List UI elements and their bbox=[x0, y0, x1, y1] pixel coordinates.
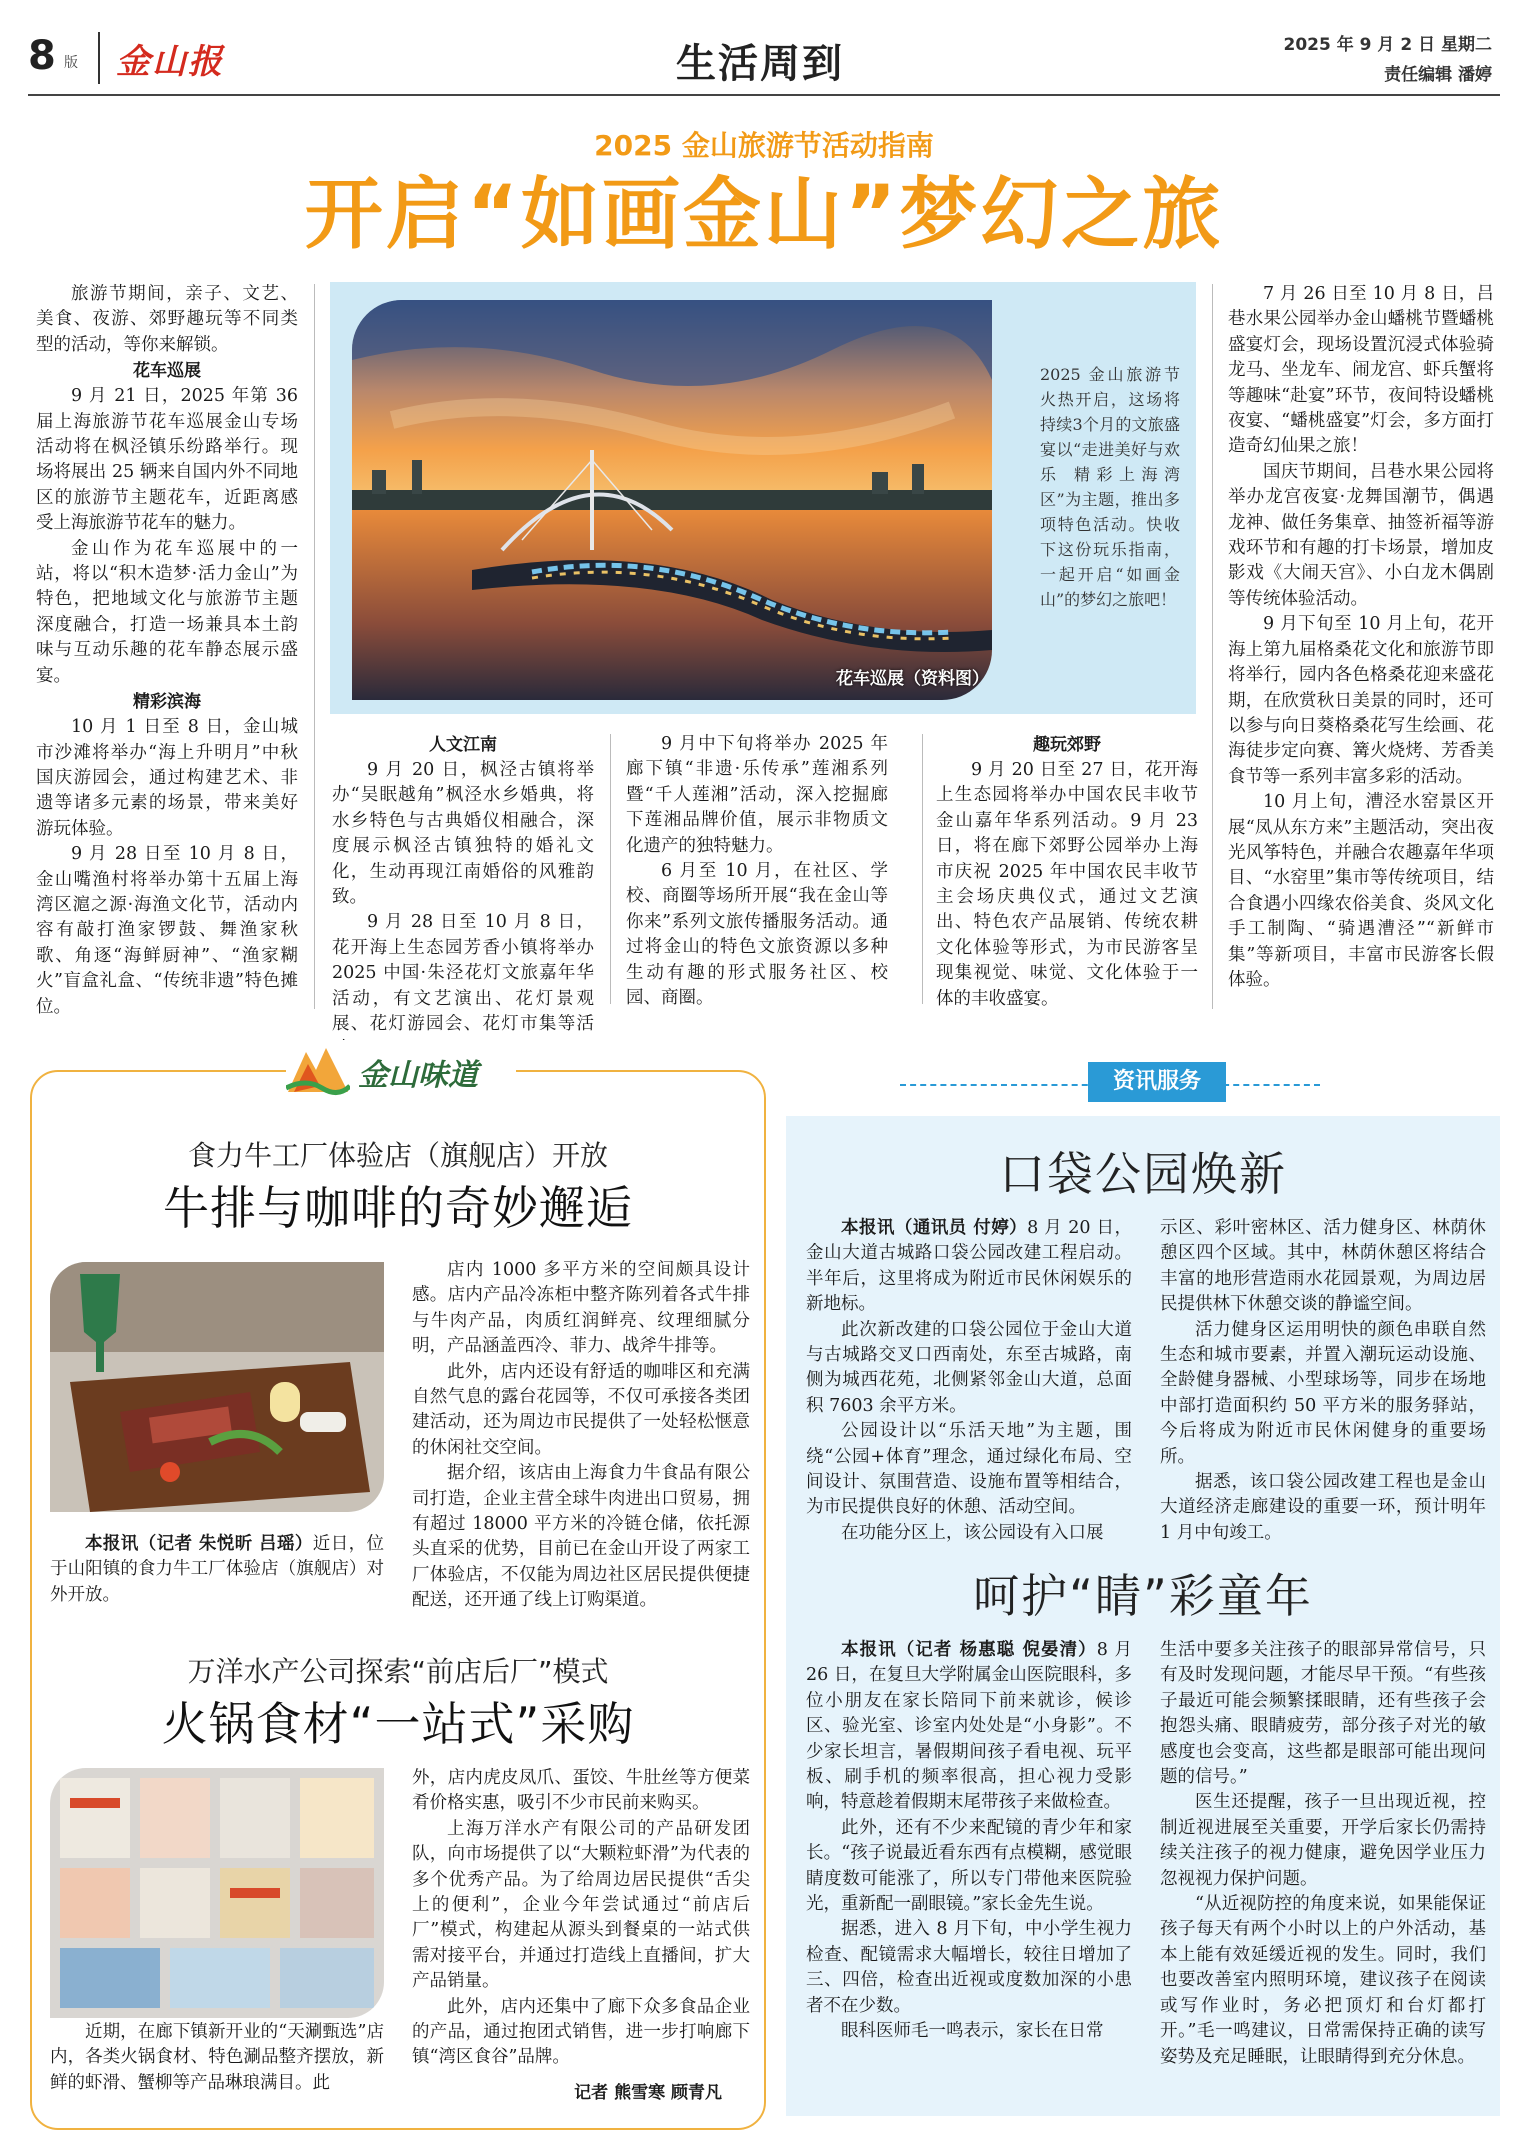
paragraph: 公园设计以“乐活天地”为主题，围绕“公园+体育”理念，通过绿化布局、空间设计、氛围营造、设施布置等相结合，为市民提供良好的休憩、活动空间。 bbox=[806, 1421, 1132, 1518]
lead-text: 8 月 20 日，金山大道古城路口袋公园改建工程启动。半年后，这里将成为附近市民休闲娱乐的新地标。 bbox=[806, 1218, 1133, 1315]
food-article2-title: 火锅食材“一站式”采购 bbox=[161, 1697, 635, 1751]
hotpot-photo bbox=[50, 1768, 384, 2018]
lead-text: 8 月 26 日，在复旦大学附属金山医院眼科，多位小朋友在家长陪同下前来就诊，候诊区、验光室、诊室内处处是“小身影”。不少家长坦言，暑假期间孩子看电视、玩平板、刷手机的频率很高，担心视力受影响，特意趁着假期末尾带孩子来做检查。 bbox=[806, 1640, 1133, 1813]
steak-plate-illustration bbox=[50, 1262, 384, 1512]
food-article2-byline: 记者 熊雪寒 顾青凡 bbox=[574, 2083, 722, 2103]
sunset-lake-illustration bbox=[352, 300, 992, 700]
column-divider bbox=[1212, 284, 1213, 1009]
paragraph: 生活中要多关注孩子的眼部异常信号，只有及时发现问题，才能尽早干预。“有些孩子最近可能会频繁揉眼睛，还有些孩子会抱怨头痛、眼睛疲劳，部分孩子对光的敏感度也会变高，这些都是眼部可能出现问题的信号。” bbox=[1160, 1640, 1486, 1788]
byline: （通讯员 付婷） bbox=[894, 1218, 1028, 1238]
feature-col1 bbox=[36, 282, 298, 1020]
feature-intro: 2025 金山旅游节火热开启，这场将持续3个月的文旅盛宴以“走进美好与欢乐 精彩上海湾区”为主题，推出多项特色活动。快收下这份玩乐指南，一起开启“如画金山”的梦幻之旅吧！ bbox=[1040, 365, 1180, 609]
byline-tag: 本报讯 bbox=[85, 1534, 139, 1554]
paragraph: 医生还提醒，孩子一旦出现近视，控制近视进展至关重要，开学后家长仍需持续关注孩子的视力健康，避免因学业压力忽视视力保护问题。 bbox=[1160, 1792, 1486, 1889]
paragraph: 外，店内虎皮凤爪、蛋饺、牛肚丝等方便菜肴价格实惠，吸引不少市民前来购买。 bbox=[412, 1768, 750, 1814]
info-article2-title: 呵护“睛”彩童年 bbox=[973, 1569, 1313, 1623]
food-article2-body bbox=[412, 1766, 750, 2071]
byline-tag: 本报讯 bbox=[841, 1218, 895, 1238]
info-article1-right bbox=[1160, 1216, 1486, 1546]
section-title: 生活周到 bbox=[676, 41, 844, 87]
paragraph: 9 月 21 日，2025 年第 36 届上海旅游节花车巡展金山专场活动将在枫泾镇乐纷路举行。现场将展出 25 辆来自国内外不同地区的旅游节主题花车，近距离感受上海旅游节花车的魅力。 bbox=[36, 386, 298, 534]
paragraph: 9 月下旬至 10 月上旬，花开海上第九届格桑花文化和旅游节即将举行，园内各色格桑花迎来盛花期，在欣赏秋日美景的同时，还可以参与向日葵格桑花写生绘画、花海徒步定向赛、篝火烧烤、芳香美食节等一系列丰富多彩的活动。 bbox=[1228, 614, 1494, 787]
info-article1-left bbox=[806, 1216, 1132, 1546]
paragraph: 9 月 20 日至 27 日，花开海上生态园将举办中国农民丰收节金山嘉年华系列活动。9 月 23 日，将在廊下郊野公园举办上海市庆祝 2025 年中国农民丰收节主会场庆典仪式，通过文艺演出、特色农产品展销、传统农耕文化体验等形式，为市民游客呈现集视觉、味觉、文化体验于一体的丰收盛宴。 bbox=[936, 760, 1198, 1009]
paragraph bbox=[50, 1532, 384, 1608]
paragraph: 眼科医师毛一鸣表示，家长在日常 bbox=[841, 2021, 1104, 2042]
paragraph: 6 月至 10 月，在社区、学校、商圈等场所开展“我在金山等你来”系列文旅传播服务活动。通过将金山的特色文旅资源以多种生动有趣的形式服务社区、校园、商圈。 bbox=[626, 861, 888, 1009]
info-article1-title: 口袋公园焕新 bbox=[999, 1147, 1287, 1201]
paragraph: 近期，在廊下镇新开业的“天涮甄选”店内，各类火锅食材、特色涮品整齐摆放，新鲜的虾滑、蟹柳等产品琳琅满目。此 bbox=[50, 2022, 384, 2093]
feature-title: 开启“如画金山”梦幻之旅 bbox=[304, 170, 1224, 260]
paragraph: 金山作为花车巡展中的一站，将以“积木造梦·活力金山”为特色，把地域文化与旅游节主题深度融合，打造一场兼具本土韵味与互动乐趣的花车静态展示盛宴。 bbox=[36, 538, 298, 686]
food-article1-lead bbox=[50, 1532, 384, 1608]
paragraph: 据介绍，该店由上海食力牛食品有限公司打造，企业主营全球牛肉进出口贸易，拥有超过 18000 平方米的冷链仓储，依托源头直采的优势，目前已在金山开设了两家工厂体验店，不仅能为周边社区居民提供便捷配送，还开通了线上订购渠道。 bbox=[412, 1463, 750, 1611]
paragraph: 在功能分区上，该公园设有入口展 bbox=[841, 1522, 1104, 1543]
lead-text: 近日，位于山阳镇的食力牛工厂体验店（旗舰店）对外开放。 bbox=[50, 1534, 384, 1605]
issue-date: 2025 年 9 月 2 日 星期二 bbox=[1283, 35, 1492, 55]
food-article1-body bbox=[412, 1258, 750, 1614]
header-rule bbox=[28, 94, 1500, 96]
feature-col2 bbox=[332, 732, 594, 1063]
byline-tag: 本报讯 bbox=[841, 1640, 897, 1660]
paragraph: 10 月 1 日至 8 日，金山城市沙滩将举办“海上升明月”中秋国庆游园会，通过构建艺术、非遗等诸多元素的场景，带来美好游玩体验。 bbox=[36, 717, 298, 839]
food-banner bbox=[286, 1040, 516, 1100]
feature-kicker: 2025 金山旅游节活动指南 bbox=[594, 129, 934, 162]
food-article1-title: 牛排与咖啡的奇妙邂逅 bbox=[163, 1181, 633, 1235]
paragraph: 旅游节期间，亲子、文艺、美食、夜游、郊野趣玩等不同类型的活动，等你来解锁。 bbox=[36, 284, 298, 355]
paragraph: 此外，店内还设有舒适的咖啡区和充满自然气息的露台花园等，不仅可承接各类团建活动，还为周边市民提供了一处轻松惬意的休闲社交空间。 bbox=[412, 1361, 750, 1458]
paragraph: 据悉，该口袋公园改建工程也是金山大道经济走廊建设的重要一环，预计明年 1 月中旬竣工。 bbox=[1160, 1472, 1486, 1543]
header-divider bbox=[98, 32, 100, 84]
steak-photo bbox=[50, 1262, 384, 1512]
paragraph: 7 月 26 日至 10 月 8 日，吕巷水果公园举办金山蟠桃节暨蟠桃盛宴灯会，现场设置沉浸式体验骑龙马、坐龙车、闹龙宫、虾兵蟹将等趣味“赴宴”环节，夜间特设蟠桃夜宴、“蟠桃盛宴”灯会，多方面打造奇幻仙果之旅！ bbox=[1228, 284, 1494, 457]
byline: （记者 杨惠聪 倪晏清） bbox=[896, 1640, 1097, 1660]
paragraph: 示区、彩叶密林区、活力健身区、林荫休憩区四个区域。其中，林荫休憩区将结合丰富的地形营造雨水花园景观，为周边居民提供林下休憩交谈的静谧空间。 bbox=[1160, 1218, 1486, 1315]
paragraph: 9 月 28 日至 10 月 8 日，金山嘴渔村将举办第十五届上海湾区滬之源·海渔文化节，活动内容有敲打渔家锣鼓、舞渔家秋歌、角逐“海鲜厨神”、“渔家糊火”盲盒礼盒、“传统非遗”特色摊位。 bbox=[36, 844, 298, 1017]
paragraph: 9 月 28 日至 10 月 8 日，花开海上生态园芳香小镇将举办 2025 中国·朱泾花灯文旅嘉年华活动，有文艺演出、花灯景观展、花灯游园会、花灯市集等活 bbox=[332, 912, 594, 1035]
info-section-tag: 资讯服务 bbox=[1088, 1062, 1226, 1102]
food-banner-label: 金山味道 bbox=[358, 1058, 478, 1093]
paragraph: 9 月中下旬将举办 2025 年廊下镇“非遗·乐传承”莲湘系列暨“千人莲湘”活动，深入挖掘廊下莲湘品牌价值，展示非物质文化遗产的独特魅力。 bbox=[626, 734, 888, 856]
paragraph bbox=[806, 1638, 1132, 1816]
feature-col4 bbox=[936, 732, 1198, 1012]
paragraph: 此次新改建的口袋公园位于金山大道与古城路交叉口西南处，东至古城路，南侧为城西花苑，北侧紧邻金山大道，总面积 7603 余平方米。 bbox=[806, 1319, 1132, 1416]
paragraph: 10 月上旬，漕泾水窑景区开展“凤从东方来”主题活动，突出夜光风筝特色，并融合农趣嘉年华项目、“水窑里”集市等传统项目，结合食遇小四缘农俗美食、炎风文化手工制陶、“骑遇漕泾”“新鲜市集”等新项目，丰富市民游客长假体验。 bbox=[1228, 792, 1494, 990]
column-divider bbox=[922, 734, 923, 1004]
subhead-float-parade: 花车巡展 bbox=[133, 361, 201, 382]
food-article1-kicker: 食力牛工厂体验店（旗舰店）开放 bbox=[187, 1139, 608, 1172]
page-number: 8 bbox=[28, 33, 56, 79]
food-article2-lead bbox=[50, 2020, 384, 2096]
column-divider bbox=[610, 734, 611, 1004]
paragraph: 店内 1000 多平方米的空间颇具设计感。店内产品冷冻柜中整齐陈列着各式牛排与牛肉产品，肉质红润鲜亮、纹理细腻分明，产品涵盖西冷、菲力、战斧牛排等。 bbox=[412, 1260, 750, 1357]
info-article2-left bbox=[806, 1638, 1132, 2045]
paragraph: 据悉，进入 8 月下旬，中小学生视力检查、配镜需求大幅增长，较往日增加了三、四倍，检查出近视或度数加深的小患者不在少数。 bbox=[806, 1919, 1132, 2016]
feature-photo bbox=[352, 300, 992, 700]
paragraph: 9 月 20 日，枫泾古镇将举办“吴眠越角”枫泾水乡婚典，将水乡特色与古典婚仪相融合，深度展示枫泾古镇独特的婚礼文化，生动再现江南婚俗的风雅韵致。 bbox=[332, 760, 594, 908]
feature-col5 bbox=[1228, 282, 1494, 993]
photo-caption: 花车巡展（资料图） bbox=[836, 669, 989, 689]
info-article2-right bbox=[1160, 1638, 1486, 2070]
paragraph: 此外，店内还集中了廊下众多食品企业的产品，通过抱团式销售，进一步打响廊下镇“湾区食谷”品牌。 bbox=[412, 1996, 750, 2068]
paragraph: “从近视防控的角度来说，如果能保证孩子每天有两个小时以上的户外活动，基本上能有效延缓近视的发生。同时，我们也要改善室内照明环境，建议孩子在阅读或写作业时，务必把顶灯和台灯都打开。”毛一鸣建议，日常需保持正确的读写姿势及充足睡眠，让眼睛得到充分休息。 bbox=[1160, 1894, 1486, 2067]
food-article2-kicker: 万洋水产公司探索“前店后厂”模式 bbox=[187, 1655, 609, 1688]
paragraph: 国庆节期间，吕巷水果公园将举办龙宫夜宴·龙舞国潮节，偶遇龙神、做任务集章、抽签祈福等游戏环节和有趣的打卡场景，增加皮影戏《大闹天宫》、小白龙木偶剧等传统体验活动。 bbox=[1228, 461, 1494, 609]
column-divider bbox=[314, 284, 315, 1009]
paragraph: 此外，还有不少来配镜的青少年和家长。“孩子说最近看东西有点模糊，感觉眼睛度数可能涨了，所以专门带他来医院验光，重新配一副眼镜。”家长金先生说。 bbox=[806, 1817, 1132, 1915]
page-suffix: 版 bbox=[64, 55, 78, 71]
feature-col3 bbox=[626, 732, 888, 1011]
mountain-logo-icon bbox=[286, 1042, 350, 1098]
frozen-food-display-illustration bbox=[50, 1768, 384, 2018]
subhead-culture: 人文江南 bbox=[429, 735, 497, 755]
newspaper-logo: 金山报 bbox=[116, 42, 224, 82]
subhead-coastal: 精彩滨海 bbox=[133, 692, 201, 713]
paragraph bbox=[806, 1216, 1132, 1318]
paragraph: 活力健身区运用明快的颜色串联自然生态和城市要素，并置入潮玩运动设施、全龄健身器械、小型球场等，同步在场地中部打造面积约 50 平方米的服务驿站，今后将成为附近市民休闲健身的重要场所。 bbox=[1160, 1319, 1486, 1467]
subhead-countryside: 趣玩郊野 bbox=[1033, 735, 1101, 755]
byline: （记者 朱悦昕 吕瑶） bbox=[138, 1534, 313, 1554]
editor-credit: 责任编辑 潘婷 bbox=[1384, 65, 1492, 85]
paragraph: 上海万洋水产有限公司的产品研发团队，向市场提供了以“大颗粒虾滑”为代表的多个优秀产品。为了给周边居民提供“舌尖上的便利”，企业今年尝试通过“前店后厂”模式，构建起从源头到餐桌的一站式供需对接平台，并通过打造线上直播间，扩大产品销量。 bbox=[412, 1818, 750, 1992]
